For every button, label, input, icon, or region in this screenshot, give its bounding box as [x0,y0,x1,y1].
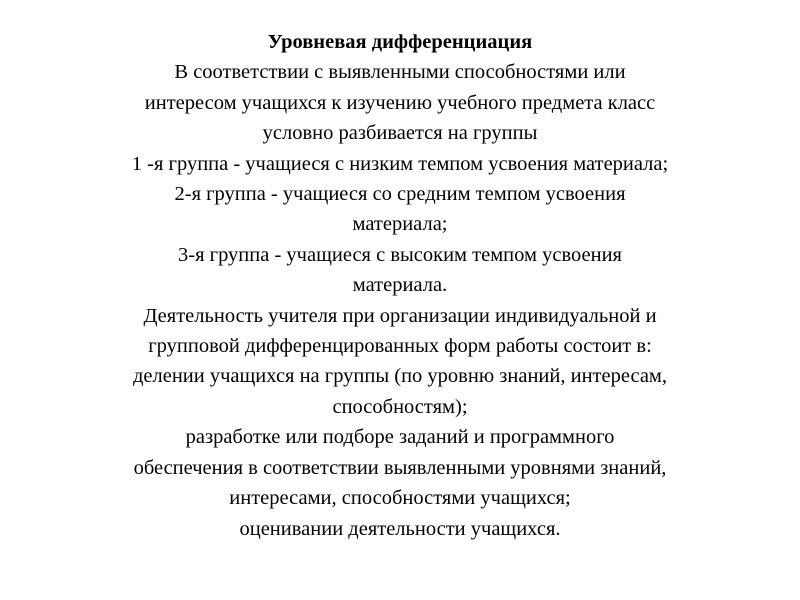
text-line: оценивании деятельности учащихся. [239,517,561,540]
text-line: разработке или подборе заданий и программного [185,426,615,449]
text-line: групповой дифференцированных форм работы состоит в: [148,335,652,358]
text-line: 2-я группа - учащиеся со средним темпом усвоения [174,183,626,206]
text-line: 1 -я группа - учащиеся с низким темпом усвоения материала; [131,152,669,175]
text-line: 3-я группа - учащиеся с высоким темпом усвоения [178,243,622,266]
text-line: делении учащихся на группы (по уровню знаний, интересам, [132,365,668,388]
text-line: обеспечения в соответствии выявленными уровнями знаний, [133,456,667,479]
text-line: Деятельность учителя при организации индивидуальной и [143,304,657,327]
slide-text-block [40,27,760,544]
slide-title: Уровневая дифференциация [267,31,533,53]
text-line: интересом учащихся к изучению учебного предмета класс [144,91,656,114]
text-line: интересами, способностями учащихся; [229,487,571,510]
text-line: В соответствии с выявленными способностями или [174,61,626,84]
text-line: способностям); [332,395,468,418]
text-line: материала; [352,213,448,236]
text-line: условно разбивается на группы [262,122,538,145]
text-line: материала. [352,274,448,297]
